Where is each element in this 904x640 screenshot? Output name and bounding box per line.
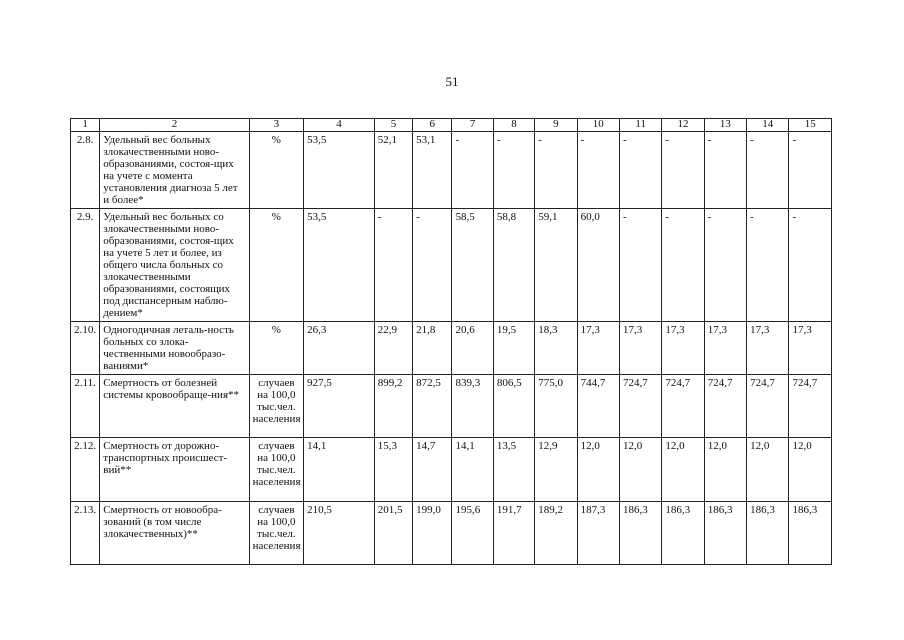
unit-cell: % <box>249 322 304 375</box>
row-number: 2.12. <box>71 438 100 502</box>
value-cell: 195,6 <box>452 502 493 565</box>
value-cell: 26,3 <box>304 322 375 375</box>
column-header: 12 <box>662 119 704 132</box>
value-cell: 186,3 <box>619 502 661 565</box>
header-row <box>71 119 832 132</box>
value-cell: 18,3 <box>535 322 577 375</box>
column-header: 2 <box>100 119 249 132</box>
value-cell: 15,3 <box>374 438 412 502</box>
column-header: 6 <box>413 119 452 132</box>
value-cell: - <box>704 209 746 322</box>
value-cell: 927,5 <box>304 375 375 438</box>
value-cell: 724,7 <box>789 375 832 438</box>
column-header: 9 <box>535 119 577 132</box>
unit-cell: случаев на 100,0 тыс.чел. населения <box>249 502 304 565</box>
table-row <box>71 132 832 209</box>
value-cell: 806,5 <box>493 375 534 438</box>
unit-cell: % <box>249 209 304 322</box>
value-cell: 724,7 <box>747 375 789 438</box>
column-header: 13 <box>704 119 746 132</box>
value-cell: 186,3 <box>704 502 746 565</box>
value-cell: - <box>789 132 832 209</box>
value-cell: 60,0 <box>577 209 619 322</box>
row-number: 2.11. <box>71 375 100 438</box>
unit-cell: % <box>249 132 304 209</box>
value-cell: 21,8 <box>413 322 452 375</box>
value-cell: 14,1 <box>452 438 493 502</box>
value-cell: - <box>619 132 661 209</box>
column-header: 15 <box>789 119 832 132</box>
value-cell: - <box>535 132 577 209</box>
column-header: 1 <box>71 119 100 132</box>
value-cell: 17,3 <box>577 322 619 375</box>
table-row <box>71 209 832 322</box>
value-cell: 199,0 <box>413 502 452 565</box>
value-cell: 872,5 <box>413 375 452 438</box>
column-header: 11 <box>619 119 661 132</box>
value-cell: - <box>493 132 534 209</box>
value-cell: 12,0 <box>704 438 746 502</box>
column-header: 5 <box>374 119 412 132</box>
page-number: 51 <box>445 74 459 89</box>
value-cell: 20,6 <box>452 322 493 375</box>
value-cell: 17,3 <box>789 322 832 375</box>
column-header: 10 <box>577 119 619 132</box>
column-header: 14 <box>747 119 789 132</box>
value-cell: 12,0 <box>789 438 832 502</box>
unit-cell: случаев на 100,0 тыс.чел. населения <box>249 375 304 438</box>
value-cell: 17,3 <box>619 322 661 375</box>
value-cell: 744,7 <box>577 375 619 438</box>
row-number: 2.9. <box>71 209 100 322</box>
row-number: 2.10. <box>71 322 100 375</box>
value-cell: 186,3 <box>662 502 704 565</box>
column-header: 3 <box>249 119 304 132</box>
value-cell: 58,8 <box>493 209 534 322</box>
value-cell: 839,3 <box>452 375 493 438</box>
value-cell: 12,0 <box>577 438 619 502</box>
value-cell: - <box>747 132 789 209</box>
indicator-name: Удельный вес больных со злокачественными ново-образованиями, состоя-щих на учете 5 лет и более, из общего числа больных со злокачественными образованиями, состоящих под диспансерным наблю-дением* <box>100 209 249 322</box>
value-cell: 53,5 <box>304 132 375 209</box>
row-number: 2.8. <box>71 132 100 209</box>
unit-cell: случаев на 100,0 тыс.чел. населения <box>249 438 304 502</box>
table-row <box>71 322 832 375</box>
value-cell: 14,7 <box>413 438 452 502</box>
value-cell: 52,1 <box>374 132 412 209</box>
value-cell: - <box>619 209 661 322</box>
value-cell: 724,7 <box>662 375 704 438</box>
column-header: 8 <box>493 119 534 132</box>
value-cell: 17,3 <box>662 322 704 375</box>
indicator-name: Удельный вес больных злокачественными ново-образованиями, состоя-щих на учете с момента установления диагноза 5 лет и более* <box>100 132 249 209</box>
value-cell: 22,9 <box>374 322 412 375</box>
value-cell: 724,7 <box>704 375 746 438</box>
value-cell: 724,7 <box>619 375 661 438</box>
value-cell: 12,0 <box>619 438 661 502</box>
value-cell: - <box>704 132 746 209</box>
value-cell: 201,5 <box>374 502 412 565</box>
value-cell: 189,2 <box>535 502 577 565</box>
value-cell: 17,3 <box>747 322 789 375</box>
indicator-name: Смертность от болезней системы кровообраще-ния** <box>100 375 249 438</box>
value-cell: 186,3 <box>747 502 789 565</box>
table-row <box>71 502 832 565</box>
indicators-table <box>70 118 832 565</box>
value-cell: 12,0 <box>662 438 704 502</box>
value-cell: 775,0 <box>535 375 577 438</box>
value-cell: 19,5 <box>493 322 534 375</box>
value-cell: - <box>374 209 412 322</box>
value-cell: 191,7 <box>493 502 534 565</box>
value-cell: - <box>577 132 619 209</box>
value-cell: 14,1 <box>304 438 375 502</box>
indicator-name: Одногодичная леталь-ность больных со злока-чественными новообразо-ваниями* <box>100 322 249 375</box>
value-cell: 53,5 <box>304 209 375 322</box>
value-cell: 899,2 <box>374 375 412 438</box>
value-cell: 210,5 <box>304 502 375 565</box>
value-cell: 12,0 <box>747 438 789 502</box>
value-cell: - <box>662 132 704 209</box>
value-cell: 17,3 <box>704 322 746 375</box>
value-cell: - <box>452 132 493 209</box>
column-header: 7 <box>452 119 493 132</box>
value-cell: 187,3 <box>577 502 619 565</box>
column-header: 4 <box>304 119 375 132</box>
value-cell: - <box>747 209 789 322</box>
indicator-name: Смертность от дорожно-транспортных происшест-вий** <box>100 438 249 502</box>
value-cell: - <box>662 209 704 322</box>
value-cell: 59,1 <box>535 209 577 322</box>
table-row <box>71 438 832 502</box>
value-cell: 12,9 <box>535 438 577 502</box>
value-cell: 58,5 <box>452 209 493 322</box>
value-cell: - <box>413 209 452 322</box>
value-cell: 13,5 <box>493 438 534 502</box>
value-cell: 186,3 <box>789 502 832 565</box>
row-number: 2.13. <box>71 502 100 565</box>
value-cell: 53,1 <box>413 132 452 209</box>
value-cell: - <box>789 209 832 322</box>
indicator-name: Смертность от новообра-зований (в том числе злокачественных)** <box>100 502 249 565</box>
table-row <box>71 375 832 438</box>
